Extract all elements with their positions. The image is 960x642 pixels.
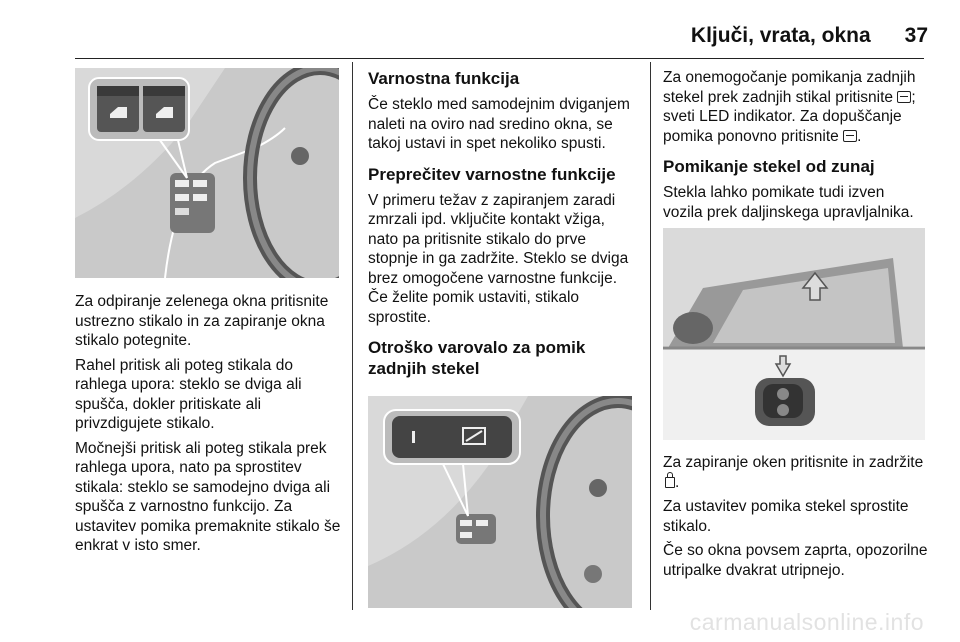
section-heading: Varnostna funkcija <box>368 69 520 88</box>
text-span: . <box>857 127 862 145</box>
door-switch-illustration <box>75 68 339 278</box>
section-heading: Pomikanje stekel od zunaj <box>663 157 875 176</box>
door-switch-drawing <box>75 68 339 278</box>
section-heading: Otroško varovalo za pomik zadnjih stekel <box>368 338 586 378</box>
text-span: . <box>675 473 680 491</box>
header-rule <box>75 58 924 59</box>
child-lock-drawing <box>368 396 632 608</box>
section-title: Ključi, vrata, okna <box>690 24 871 47</box>
remote-window-illustration <box>663 228 925 440</box>
column-2 <box>368 68 638 385</box>
remote-window-drawing <box>663 228 925 440</box>
paragraph: Za odpiranje zelenega okna pritisnite ustrezno stikalo in za zapiranje okna stikalo potegnite. <box>75 293 329 349</box>
column-divider-2 <box>650 62 651 610</box>
page-number: 37 <box>904 24 928 47</box>
text-span: ; sveti LED indikator. Za dopuščanje pomika ponovno pritisnite <box>663 88 916 145</box>
text-span: Za onemogočanje pomikanja zadnjih stekel prek zadnjih stikal pritisnite <box>663 69 916 106</box>
paragraph: Če so okna povsem zaprta, opozorilne utripalke dvakrat utripnejo. <box>663 542 928 579</box>
paragraph: V primeru težav z zapiranjem zaradi zmrzali ipd. vključite kontakt vžiga, nato pa pritisnite stikalo do prve stopnje in ga zadržite. Steklo se dviga brez omogočene varnostne funkcije. Če želite pomik ustaviti, stikalo sprostite. <box>368 191 629 326</box>
paragraph: Za ustavitev pomika stekel sprostite stikalo. <box>663 498 909 535</box>
paragraph: Močnejši pritisk ali poteg stikala prek rahlega upora, nato pa sprostitev stikala: steklo se samodejno dviga ali spušča z varnostno funkcijo. Za ustavitev pomika premaknite stikalo še enkrat v isto smer. <box>75 439 341 554</box>
paragraph: Stekla lahko pomikate tudi izven vozila prek daljinskega upravljalnika. <box>663 184 914 221</box>
paragraph: Če steklo med samodejnim dviganjem naleti na oviro nad sredino okna, se takoj ustavi in spet nekoliko spusti. <box>368 96 630 152</box>
column-3 <box>663 68 928 227</box>
column-1 <box>75 292 345 561</box>
child-lock-switch-illustration <box>368 396 632 608</box>
section-heading: Preprečitev varnostne funkcije <box>368 164 616 184</box>
text-span: Za zapiranje oken pritisnite in zadržite <box>663 454 924 471</box>
paragraph <box>663 68 928 146</box>
lock-icon <box>665 477 675 488</box>
column-divider-1 <box>352 62 353 610</box>
paragraph: Rahel pritisk ali poteg stikala do rahlega upora: steklo se dviga ali spušča, dokler pritiskate ali privzdigujete stikalo. <box>75 356 302 432</box>
watermark: carmanualsonline.info <box>689 609 924 635</box>
rear-window-lock-icon <box>897 91 911 103</box>
paragraph <box>663 453 929 492</box>
rear-window-lock-icon <box>843 130 857 142</box>
page-header <box>691 24 928 48</box>
column-3-lower <box>663 453 929 585</box>
